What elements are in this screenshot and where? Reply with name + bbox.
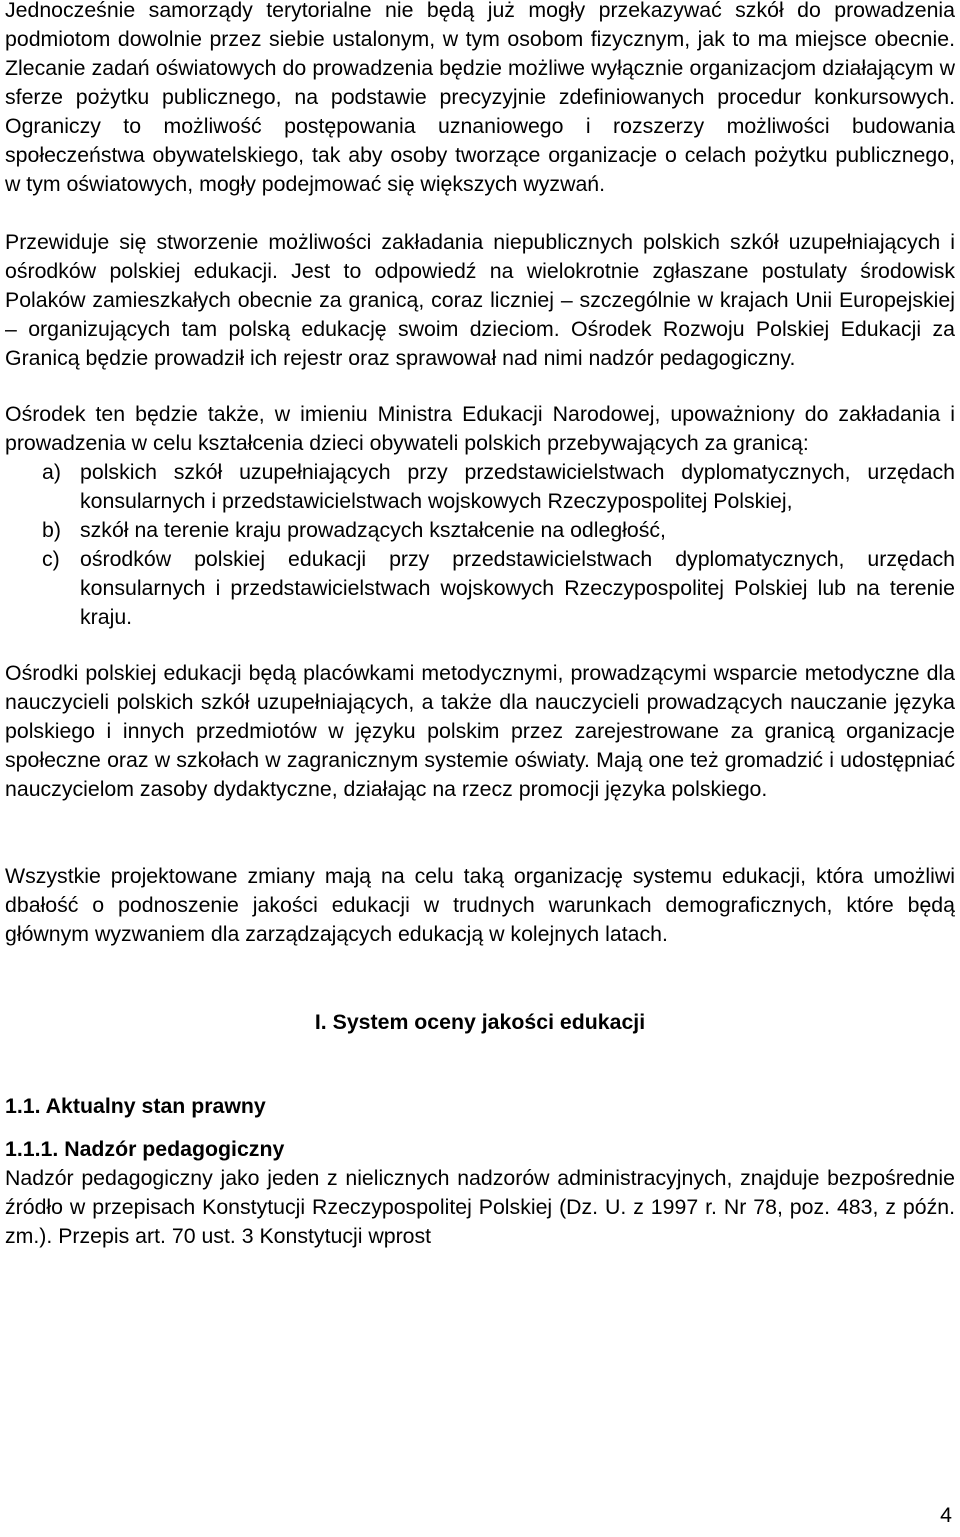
list-marker: a) bbox=[42, 460, 61, 484]
list-item-text: polskich szkół uzupełniających przy przedstawicielstwach dyplomatycznych, urzędach konsularnych i przedstawicielstwach wojskowych Rzeczypospolitej Polskiej, bbox=[80, 460, 955, 513]
paragraph: Ośrodek ten będzie także, w imieniu Ministra Edukacji Narodowej, upoważniony do zakładania i prowadzenia w celu kształcenia dzieci obywateli polskich przebywających za granicą: bbox=[5, 402, 955, 455]
list-item bbox=[5, 516, 955, 545]
list-item-text: szkół na terenie kraju prowadzących kształcenie na odległość, bbox=[80, 518, 666, 542]
paragraph: Jednocześnie samorządy terytorialne nie będą już mogły przekazywać szkół do prowadzenia podmiotom dowolnie przez siebie ustalonym, w tym osobom fizycznym, jak to ma miejsce obecnie. Zlecanie zadań oświatowych do prowadzenia będzie możliwe wyłącznie organizacjom działającym w sferze pożytku publicznego, na podstawie precyzyjnie zdefiniowanych procedur konkursowych. Ograniczy to możliwość postępowania uznaniowego i rozszerzy możliwości budowania społeczeństwa obywatelskiego, tak aby osoby tworzące organizacje o celach pożytku publicznego, w tym oświatowych, mogły podejmować się większych wyzwań. bbox=[5, 0, 955, 196]
paragraph: Nadzór pedagogiczny jako jeden z nielicznych nadzorów administracyjnych, znajduje bezpośrednie źródło w przepisach Konstytucji Rzeczypospolitej Polskiej (Dz. U. z 1997 r. Nr 78, poz. 483, z późn. zm.). Przepis art. 70 ust. 3 Konstytucji wprost bbox=[5, 1166, 955, 1248]
page-number: 4 bbox=[940, 1503, 952, 1527]
list-marker: c) bbox=[42, 547, 60, 571]
list-item bbox=[5, 545, 955, 632]
paragraph: Wszystkie projektowane zmiany mają na celu taką organizację systemu edukacji, która umożliwi dbałość o podnoszenie jakości edukacji w trudnych warunkach demograficznych, które będą głównym wyzwaniem dla zarządzających edukacją w kolejnych latach. bbox=[5, 864, 955, 946]
document-page bbox=[5, 0, 955, 1251]
section-title: I. System oceny jakości edukacji bbox=[314, 1010, 646, 1034]
list-item bbox=[5, 458, 955, 516]
paragraph: Ośrodki polskiej edukacji będą placówkami metodycznymi, prowadzącymi wsparcie metodyczne dla nauczycieli polskich szkół uzupełniających, a także dla nauczycieli prowadzących nauczanie języka polskiego i innych przedmiotów w języku polskim przez zarejestrowane za granicą organizacje społeczne oraz w szkołach w zagranicznym systemie oświaty. Mają one też gromadzić i udostępniać nauczycielom zasoby dydaktyczne, działając na rzecz promocji języka polskiego. bbox=[5, 661, 955, 801]
list-marker: b) bbox=[42, 518, 61, 542]
subsubsection-heading: 1.1.1. Nadzór pedagogiczny bbox=[5, 1137, 285, 1161]
list-item-text: ośrodków polskiej edukacji przy przedstawicielstwach dyplomatycznych, urzędach konsularnych i przedstawicielstwach wojskowych Rzeczypospolitej Polskiej lub na terenie kraju. bbox=[80, 547, 955, 629]
paragraph: Przewiduje się stworzenie możliwości zakładania niepublicznych polskich szkół uzupełniających i ośrodków polskiej edukacji. Jest to odpowiedź na wielokrotnie zgłaszane postulaty środowisk Polaków zamieszkałych obecnie za granicą, coraz liczniej – szczególnie w krajach Unii Europejskiej – organizujących tam polską edukację swoim dzieciom. Ośrodek Rozwoju Polskiej Edukacji za Granicą będzie prowadził ich rejestr oraz sprawował nad nimi nadzór pedagogiczny. bbox=[5, 230, 955, 370]
list bbox=[5, 458, 955, 632]
subsection-heading: 1.1. Aktualny stan prawny bbox=[5, 1094, 266, 1118]
